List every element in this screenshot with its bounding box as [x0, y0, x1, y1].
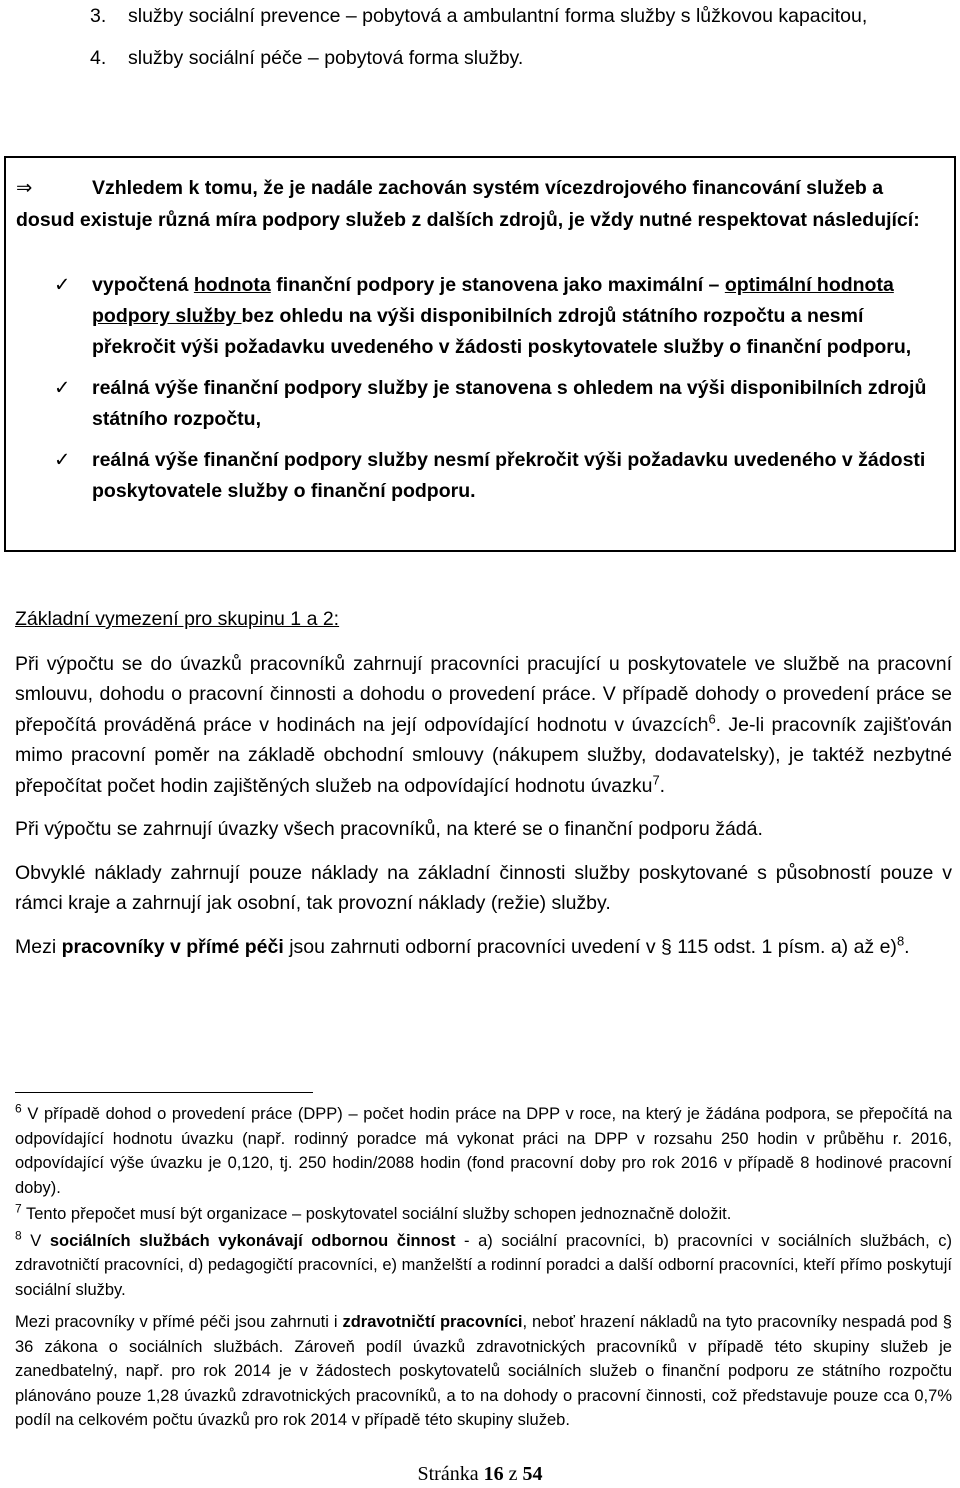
- checklist-item: [16, 445, 946, 507]
- paragraph-text: .: [659, 774, 666, 797]
- checklist-text: reálná výše finanční podpory služby nesmí překročit výši požadavku uvedeného v žádosti poskytovatele služby o finanční podporu.: [92, 449, 926, 502]
- footnote: [15, 1202, 952, 1227]
- footnote-number: 7: [15, 1201, 22, 1216]
- footnote-text: , neboť hrazení nákladů na tyto pracovníky nespadá pod § 36 zákona o sociálních službách. Zároveň podíl úvazků zdravotnických pracovníků v případě této skupiny služeb je zanedbatelný, např. pro rok 2014 je v žádostech poskytovatelů sociálních služeb o finanční podporu ze státního rozpočtu plánováno pouze 1,28 úvazků zdravotnických pracovníků, a to na dohody o pracovní činnosti, což představuje pouze cca 0,7% podíl na celkovém počtu úvazků pro rok 2014 v případě této skupiny služeb.: [15, 1313, 952, 1429]
- bold-text: sociálních službách vykonávají odbornou činnost: [49, 1231, 456, 1250]
- footnote-ref: 8: [896, 933, 905, 948]
- footnote-ref: 6: [708, 711, 716, 726]
- footnote-text: V: [21, 1231, 50, 1250]
- bold-text: pracovníky v přímé péči: [61, 935, 284, 958]
- footnote-continuation: [15, 1310, 952, 1433]
- footnotes: [15, 1102, 952, 1435]
- right-arrow-icon: ⇒: [16, 177, 33, 199]
- checklist-text: bez ohledu na výši disponibilních zdrojů státního rozpočtu a nesmí překročit výši požadavku uvedeného v žádosti poskytovatele služby o finanční podporu,: [92, 305, 912, 358]
- checkmark-icon: ✓: [54, 449, 71, 471]
- paragraph-text: Mezi: [15, 935, 62, 958]
- list-number: 3.: [90, 5, 107, 27]
- notice-intro: [16, 172, 941, 236]
- checklist-text: reálná výše finanční podpory služby je stanovena s ohledem na výši disponibilních zdrojů státního rozpočtu,: [92, 377, 927, 430]
- checklist-text: vypočtená: [92, 274, 194, 296]
- footnote-number: 8: [15, 1228, 22, 1242]
- paragraph: Obvyklé náklady zahrnují pouze náklady na základní činnosti služby poskytované s působností pouze v rámci kraje a zahrnují jak osobní, tak provozní náklady (režie) služby.: [15, 861, 952, 914]
- paragraph: Při výpočtu se zahrnují úvazky všech pracovníků, na které se o finanční podporu žádá.: [15, 818, 763, 840]
- notice-box: [4, 156, 956, 552]
- checklist-item: [16, 373, 946, 435]
- footnote-text: Tento přepočet musí být organizace – poskytovatel sociální služby schopen jednoznačně doložit.: [21, 1205, 732, 1223]
- checkmark-icon: ✓: [54, 274, 71, 296]
- list-item: [90, 42, 950, 74]
- footnote-text: V případě dohod o provedení práce (DPP) – počet hodin práce na DPP v roce, na který je žádána podpora, se přepočítá na odpovídající hodnotu úvazku (např. rodinný poradce má vykonat práci na DPP v rozsahu 250 hodin v průběhu r. 2016, odpovídající výše úvazku je 0,120, tj. 250 hodin/2088 hodin (fond pracovní doby pro rok 2016 v případě 8 hodinové pracovní doby).: [15, 1105, 952, 1197]
- footnote-text: Mezi pracovníky v přímé péči jsou zahrnuti i: [15, 1313, 343, 1331]
- main-body-text: [15, 604, 952, 975]
- footnote: [15, 1102, 952, 1200]
- paragraph-text: jsou zahrnuti odborní pracovníci uvedení v § 115 odst. 1 písm. a) až e): [283, 935, 897, 958]
- checkmark-icon: ✓: [54, 377, 71, 399]
- service-type-list: [90, 0, 950, 74]
- page-separator: z: [508, 1463, 518, 1485]
- underlined-text: optimální hodnota podpory služby: [92, 274, 894, 327]
- underlined-text: hodnota: [193, 274, 271, 296]
- footnote: [15, 1229, 952, 1303]
- footnote-number: 6: [15, 1101, 22, 1116]
- current-page-number: 16: [483, 1463, 504, 1485]
- footnote-text: - a) sociální pracovníci, b) pracovníci v sociálních službách, c) zdravotničtí pracovníci, d) pedagogičtí pracovníci, e) manželští a rodinní poradci a další odborní pracovníci, kteří přímo poskytují sociální služby.: [15, 1231, 952, 1299]
- paragraph-text: .: [904, 935, 910, 958]
- notice-intro-text: Vzhledem k tomu, že je nadále zachován systém vícezdrojového financování služeb a dosud existuje různá míra podpory služeb z dalších zdrojů, je vždy nutné respektovat následující:: [16, 177, 920, 231]
- checklist: [16, 270, 946, 507]
- paragraph: [15, 932, 952, 963]
- page-label: Stránka: [417, 1463, 479, 1485]
- paragraph: [15, 649, 952, 802]
- page-footer: [0, 1462, 960, 1486]
- total-page-count: 54: [522, 1463, 543, 1485]
- bold-text: zdravotničtí pracovníci: [342, 1313, 523, 1331]
- list-text: služby sociální prevence – pobytová a ambulantní forma služby s lůžkovou kapacitou,: [128, 5, 868, 27]
- list-number: 4.: [90, 47, 107, 69]
- paragraph-text: . Je-li pracovník zajišťován mimo pracovní poměr na základě obchodní smlouvy (nákupem služby, dodavatelsky), je taktéž nezbytné přepočítat počet hodin zajištěných služeb na odpovídající hodnotu úvazku: [15, 713, 952, 797]
- footnote-ref: 7: [652, 772, 660, 787]
- section-heading: Základní vymezení pro skupinu 1 a 2:: [15, 608, 340, 630]
- checklist-item: [16, 270, 946, 363]
- list-item: [90, 0, 950, 32]
- paragraph-text: Při výpočtu se do úvazků pracovníků zahrnují pracovníci pracující u poskytovatele ve službě na pracovní smlouvu, dohodu o pracovní činnosti a dohodu o provedení práce. V případě dohody o provedení práce se přepočítá prováděná práce v hodinách na její odpovídající hodnotu v úvazcích: [15, 652, 952, 736]
- list-text: služby sociální péče – pobytová forma služby.: [128, 47, 524, 69]
- checklist-text: finanční podpory je stanovena jako maximální –: [270, 274, 725, 296]
- footnote-divider: [15, 1092, 313, 1093]
